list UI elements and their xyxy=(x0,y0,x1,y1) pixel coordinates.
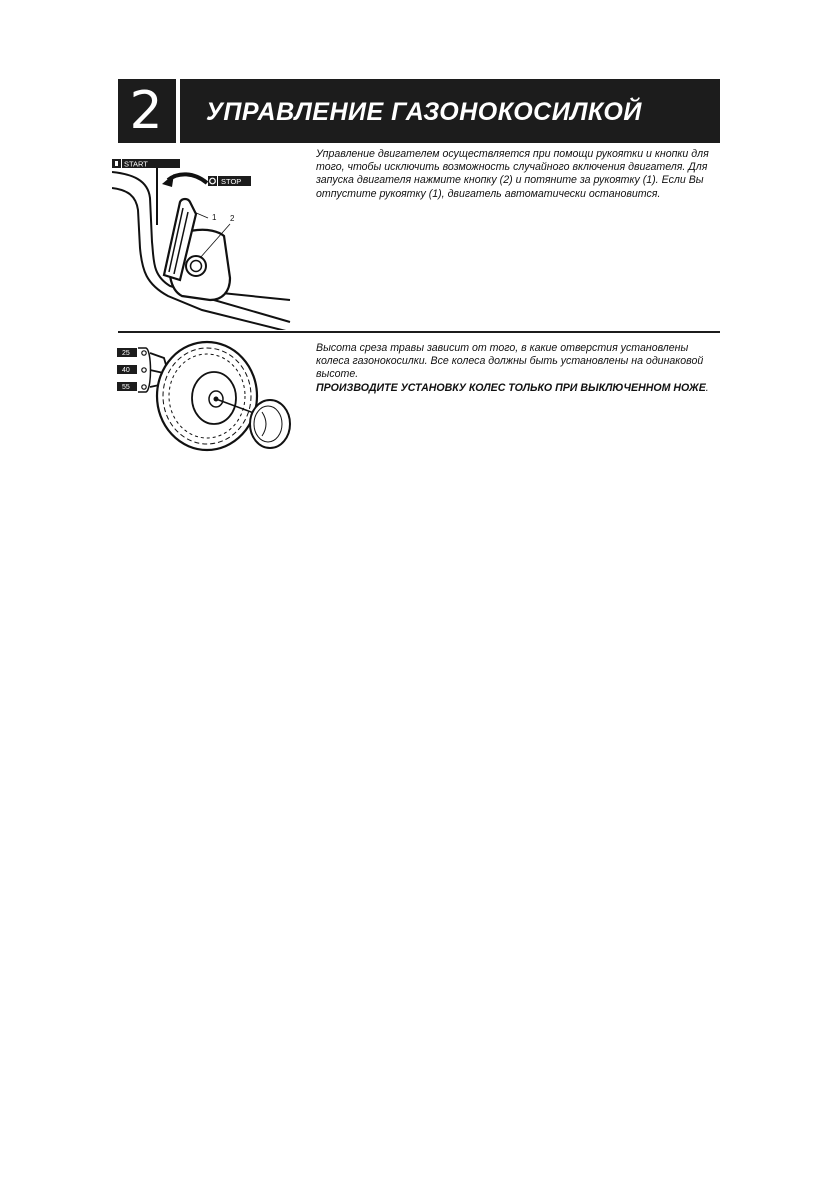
engine-control-illustration xyxy=(112,150,302,330)
cutting-height-text xyxy=(316,342,716,395)
cutting-height-warning: ПРОИЗВОДИТЕ УСТАНОВКУ КОЛЕС ТОЛЬКО ПРИ ВЫКЛЮЧЕННОМ НОЖЕ xyxy=(316,381,706,394)
height-label-55: 55 xyxy=(122,384,130,391)
cutting-height-description: Высота среза травы зависит от того, в какие отверстия установлены колеса газонокосилки. Все колеса должны быть установлены на одинаковой высоте. xyxy=(316,342,704,381)
section-separator xyxy=(118,331,720,333)
callout-2: 2 xyxy=(230,214,235,223)
start-label: START xyxy=(124,159,148,169)
height-label-25: 25 xyxy=(122,350,130,357)
warning-period: . xyxy=(705,381,709,394)
header-divider xyxy=(176,79,180,143)
chapter-number: 2 xyxy=(129,81,163,141)
chapter-title: УПРАВЛЕНИЕ ГАЗОНОКОСИЛКОЙ xyxy=(206,98,642,126)
curved-arrow-icon xyxy=(168,174,207,183)
hub-cap xyxy=(250,400,290,448)
callout-1: 1 xyxy=(212,213,217,222)
chapter-header xyxy=(118,79,720,143)
engine-button xyxy=(186,256,206,276)
wheel-height-illustration xyxy=(112,338,302,460)
stop-label: STOP xyxy=(221,177,242,186)
height-label-40: 40 xyxy=(122,367,130,374)
engine-control-text: Управление двигателем осуществляется при помощи рукоятки и кнопки для того, чтобы исключить возможность случайного включения двигателя. Для запуска двигателя нажмите кнопку (2) и потяните за рукоятку (1). Если Вы отпустите рукоятку (1), двигатель автоматически остановится. xyxy=(316,148,709,200)
